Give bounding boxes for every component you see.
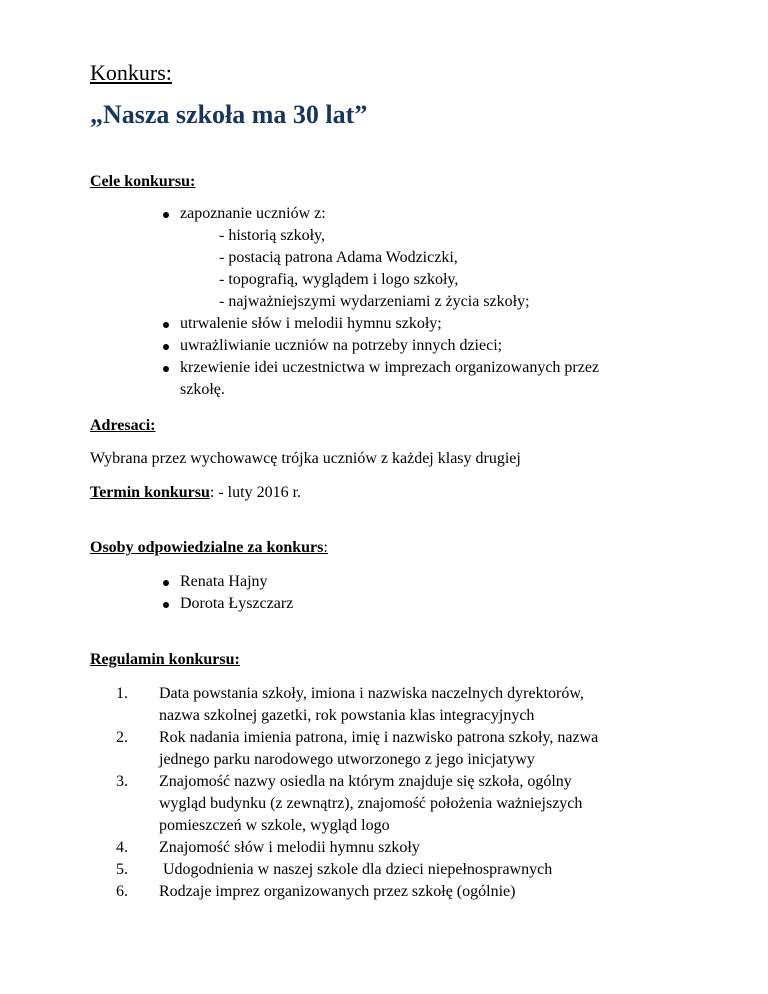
osoby-heading: Osoby odpowiedzialne za konkurs bbox=[90, 539, 324, 556]
cele-item-1: zapoznanie uczniów z: bbox=[180, 205, 326, 222]
adresaci-heading: Adresaci: bbox=[90, 417, 156, 434]
bullet-icon bbox=[163, 344, 169, 350]
page-title: „Nasza szkoła ma 30 lat” bbox=[90, 100, 368, 129]
regulamin-num-2: 2. bbox=[116, 729, 128, 746]
regulamin-num-1: 1. bbox=[116, 685, 128, 702]
adresaci-text: Wybrana przez wychowawcę trójka uczniów z każdej klasy drugiej bbox=[90, 450, 521, 467]
cele-heading: Cele konkursu: bbox=[90, 173, 196, 190]
konkurs-label: Konkurs: bbox=[90, 60, 172, 85]
osoby-colon: : bbox=[323, 539, 328, 556]
regulamin-item-4-line-1: Znajomość słów i melodii hymnu szkoły bbox=[159, 839, 420, 856]
regulamin-num-5: 5. bbox=[116, 861, 128, 878]
bullet-icon bbox=[163, 366, 169, 372]
regulamin-item-1-line-2: nazwa szkolnej gazetki, rok powstania klas integracyjnych bbox=[159, 707, 535, 724]
termin-text: : - luty 2016 r. bbox=[209, 484, 302, 501]
osoba-1: Renata Hajny bbox=[180, 573, 268, 590]
regulamin-num-3: 3. bbox=[116, 773, 128, 790]
termin-line bbox=[90, 483, 301, 502]
regulamin-item-5-line-1: Udogodnienia w naszej szkole dla dzieci niepełnosprawnych bbox=[159, 861, 553, 878]
cele-subitem-4: - najważniejszymi wydarzeniami z życia szkoły; bbox=[219, 293, 530, 310]
bullet-icon bbox=[163, 212, 169, 218]
cele-item-3: uwrażliwianie uczniów na potrzeby innych dzieci; bbox=[180, 337, 503, 354]
osoby-line bbox=[90, 538, 328, 557]
regulamin-heading: Regulamin konkursu: bbox=[90, 651, 240, 668]
bullet-icon bbox=[163, 322, 169, 328]
regulamin-item-3-line-3: pomieszczeń w szkole, wygląd logo bbox=[159, 817, 390, 834]
osoba-2: Dorota Łyszczarz bbox=[180, 595, 294, 612]
cele-item-4-continued: szkołę. bbox=[180, 381, 225, 398]
termin-heading: Termin konkursu bbox=[90, 484, 210, 501]
regulamin-item-2-line-1: Rok nadania imienia patrona, imię i nazwisko patrona szkoły, nazwa bbox=[159, 729, 599, 746]
regulamin-item-3-line-2: wygląd budynku (z zewnątrz), znajomość położenia ważniejszych bbox=[159, 795, 583, 812]
regulamin-item-6-line-1: Rodzaje imprez organizowanych przez szkołę (ogólnie) bbox=[159, 883, 516, 900]
bullet-icon bbox=[163, 602, 169, 608]
regulamin-num-6: 6. bbox=[116, 883, 128, 900]
bullet-icon bbox=[163, 580, 169, 586]
cele-item-4: krzewienie idei uczestnictwa w imprezach organizowanych przez bbox=[180, 359, 600, 376]
regulamin-num-4: 4. bbox=[116, 839, 128, 856]
regulamin-item-1-line-1: Data powstania szkoły, imiona i nazwiska naczelnych dyrektorów, bbox=[159, 685, 584, 702]
cele-item-2: utrwalenie słów i melodii hymnu szkoły; bbox=[180, 315, 442, 332]
cele-subitem-2: - postacią patrona Adama Wodziczki, bbox=[219, 249, 458, 266]
regulamin-item-2-line-2: jednego parku narodowego utworzonego z jego inicjatywy bbox=[159, 751, 535, 768]
regulamin-item-3-line-1: Znajomość nazwy osiedla na którym znajduje się szkoła, ogólny bbox=[159, 773, 572, 790]
cele-subitem-3: - topografią, wyglądem i logo szkoły, bbox=[219, 271, 459, 288]
cele-subitem-1: - historią szkoły, bbox=[219, 227, 326, 244]
